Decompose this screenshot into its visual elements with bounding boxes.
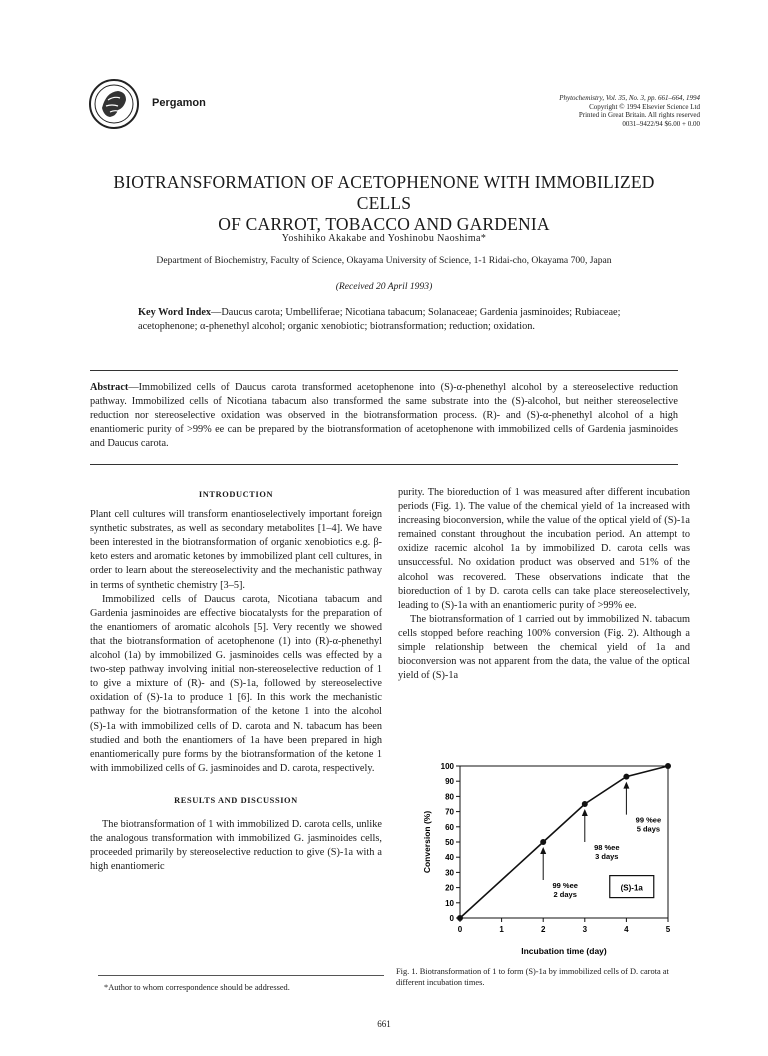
y-tick-label: 0	[449, 914, 454, 923]
x-tick-label: 3	[582, 925, 588, 934]
figure-1-chart	[410, 754, 700, 964]
authors: Yoshihiko Akakabe and Yoshinobu Naoshima*	[281, 233, 487, 244]
publisher-name: Pergamon	[152, 97, 206, 109]
x-tick-label: 4	[624, 925, 629, 934]
paragraph: The biotransformation of 1 with immobilized D. carota cells, unlike the analogous transformation with immobilized G. jasminoides cells, proceeded primarily by stereoselective reduction to give (S)-1a with a high enantiomeric	[90, 818, 382, 873]
y-axis-label: Conversion (%)	[422, 810, 432, 874]
left-column	[90, 488, 382, 874]
citation-line: 0031–9422/94 $6.00 + 0.00	[622, 119, 700, 128]
y-tick-label: 40	[445, 853, 454, 863]
data-point	[540, 839, 546, 845]
y-tick-label: 80	[445, 792, 454, 802]
y-tick-label: 50	[445, 838, 454, 847]
keywords-text: —Daucus carota; Umbelliferae; Nicotiana tabacum; Solanaceae; Gardenia jasminoides; Rubiaceae; acetophenone; α-phenethyl alcohol; organic xenobiotic; biotransformation; reduction; oxidation.	[138, 307, 621, 332]
data-point	[582, 801, 588, 807]
paper-title	[90, 172, 678, 235]
affiliation: Department of Biochemistry, Faculty of Science, Okayama University of Science, 1-1 Ridai-cho, Okayama 700, Japan	[156, 255, 612, 266]
section-heading-introduction: INTRODUCTION	[198, 490, 274, 499]
footnote-rule	[98, 975, 384, 976]
divider-top	[90, 370, 678, 371]
data-point	[665, 763, 671, 769]
citation-block	[559, 94, 700, 128]
y-tick-label: 90	[445, 777, 454, 787]
abstract-text: —Immobilized cells of Daucus carota transformed acetophenone into (S)-α-phenethyl alcohol by a stereoselective reduction pathway. Immobilized cells of Nicotiana tabacum also transformed the same substrate into the (S)-alcohol, but neither stereoselective reduction nor stereoselective oxidation was observed in the biotransformation process. (R)- and (S)-α-phenethyl alcohol of a high enantiomeric purity of >99% ee can be prepared by the biotransformation of acetophenone with immobilized cells of Gardenia jasminoides and Daucus carota.	[90, 382, 678, 449]
x-tick-label: 2	[540, 925, 546, 934]
divider-bottom	[90, 464, 678, 465]
title-line-2: OF CARROT, TOBACCO AND GARDENIA	[218, 214, 550, 234]
received-date: (Received 20 April 1993)	[335, 281, 433, 292]
annotation-days: 2 days	[553, 890, 577, 899]
data-point	[457, 915, 463, 921]
annotation-days: 3 days	[595, 852, 619, 861]
section-heading-results: RESULTS AND DISCUSSION	[174, 795, 298, 805]
annotation-ee: 98 %ee	[594, 843, 620, 852]
y-tick-label: 100	[440, 762, 454, 771]
citation-line: Copyright © 1994 Elsevier Science Ltd	[589, 102, 700, 111]
citation-line: Printed in Great Britain. All rights reserved	[578, 111, 700, 119]
keyword-index	[138, 306, 638, 334]
citation-line: Phytochemistry, Vol. 35, No. 3, pp. 661–664, 1994	[559, 94, 700, 102]
y-tick-label: 60	[445, 822, 454, 832]
y-tick-label: 10	[445, 898, 454, 908]
x-axis-label: Incubation time (day)	[521, 946, 607, 956]
pergamon-logo	[88, 78, 140, 130]
footnote: *Author to whom correspondence should be addressed.	[104, 983, 290, 992]
x-tick-label: 1	[499, 925, 504, 934]
paragraph: Plant cell cultures will transform enantioselectively important foreign synthetic substrates, as well as secondary metabolites [1–4]. We have been interested in the biotransformation of organic xenobiotics e.g. β-keto esters and aromatic ketones by immobilized plant cell cultures, in order to learn about the stereoselectivity and the mechanistic pathway in terms of synthetic chemistry [3–5].	[90, 509, 382, 591]
annotation-ee: 99 %ee	[635, 815, 662, 825]
y-tick-label: 70	[445, 807, 454, 817]
keywords-label: Key Word Index	[138, 307, 212, 318]
right-column	[398, 486, 690, 683]
paragraph: Immobilized cells of Daucus carota, Nicotiana tabacum and Gardenia jasminoides are effective biocatalysts for the preparation of the enantiomers of aromatic alcohols [5]. Very recently we showed that the biotransformation of acetophenone (1) into (R)-α-phenethyl alcohol (1a) by immobilized G. jasminoides cells was effected by a two-step pathway involving initial non-stereoselective reduction of 1 to give a mixture of (R)- and (S)-1a, followed by stereoselective oxidation of (S)-1a to produce 1 [6]. In this work the mechanistic pathway for the biotransformation of the ketone 1 into the alcohol (S)-1a with immobilized cells of D. carota and N. tabacum has been studied and both the enantiomers of 1a have been prepared in high enantiomerically pure forms by the biotransformation of the ketone 1 with immobilized cells of G. jasminoides and D. carota, respectively.	[90, 593, 382, 774]
annotation-arrowhead	[540, 847, 546, 854]
figure-caption: Fig. 1. Biotransformation of 1 to form (S)-1a by immobilized cells of D. carota at different incubation times.	[396, 967, 669, 987]
legend-label: (S)-1a	[620, 883, 643, 893]
paragraph: purity. The bioreduction of 1 was measured after different incubation periods (Fig. 1). The value of the chemical yield of 1a increased with increasing bioconversion, while the value of the optical yield of (S)-1a remained constant throughout the incubation period. An attempt to oxidize racemic alcohol 1a by immobilized D. carota cells was unsuccessful. No oxidation product was observed and 51% of the alcohol was recovered. These observations indicate that the bioreduction of 1 by D. carota cells can take place stereoselectively, leading to (S)-1a with an enantiomeric purity of >99% ee.	[398, 487, 690, 611]
title-line-1: BIOTRANSFORMATION OF ACETOPHENONE WITH IMMOBILIZED CELLS	[113, 172, 655, 213]
annotation-ee: 99 %ee	[552, 881, 578, 890]
y-tick-label: 20	[445, 883, 454, 893]
abstract-label: Abstract	[90, 382, 129, 393]
page-number: 661	[377, 1019, 391, 1029]
x-tick-label: 5	[665, 925, 671, 934]
annotation-days: 5 days	[636, 824, 661, 834]
annotation-arrowhead	[623, 782, 629, 789]
paragraph: The biotransformation of 1 carried out by immobilized N. tabacum cells stopped before reaching 100% conversion (Fig. 2). Although a simple relationship between the chemical yield of 1a and bioconversion was not apparent from the data, the value of the optical yield of (S)-1a	[398, 613, 690, 682]
y-tick-label: 30	[445, 868, 454, 878]
x-tick-label: 0	[457, 925, 463, 934]
data-point	[623, 774, 629, 780]
annotation-arrowhead	[582, 809, 588, 816]
abstract	[90, 381, 678, 451]
